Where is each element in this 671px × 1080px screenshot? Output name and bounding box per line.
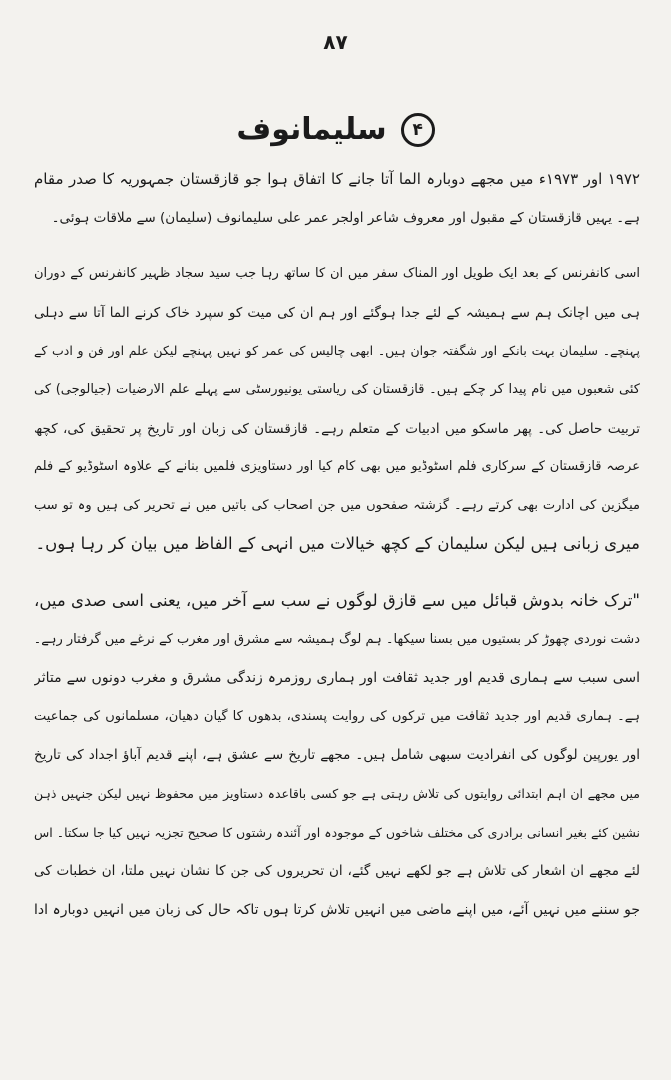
paragraph-gap bbox=[34, 237, 640, 255]
text-line: عرصہ قازقستان کے سرکاری فلم اسٹوڈیو میں بھی کام کیا اور دستاویزی فلمیں بنانے کے علاوہ اسٹوڈیو کے فلم bbox=[34, 459, 640, 475]
chapter-number-circle: ۴ bbox=[401, 113, 435, 147]
text-line: دشت نوردی چھوڑ کر بستیوں میں بسنا سیکھا۔ ہم لوگ ہمیشہ سے مشرق اور مغرب کے نرغے میں گرفتار رہے۔ bbox=[34, 631, 640, 647]
text-line: لئے مجھے ان اشعار کی تلاش ہے جو لکھے نہیں گئے، ان تحریروں کی جن کا نشان نہیں ملتا، ان خطبات کی bbox=[34, 863, 640, 880]
text-line: کئی شعبوں میں نام پیدا کر چکے ہیں۔ قازقستان کی ریاستی یونیورسٹی سے پہلے علم الارضیات (جیالوجی) کی bbox=[34, 381, 640, 397]
text-line: جو سننے میں نہیں آئے، میں اپنے ماضی میں انہیں تلاش کرتا ہوں تاکہ حال کی زبان میں انہیں دوبارہ ادا bbox=[34, 901, 640, 918]
text-line: تربیت حاصل کی۔ پھر ماسکو میں ادبیات کے متعلم رہے۔ قازقستان کی زبان اور تاریخ پر تحقیق کی، کچھ bbox=[34, 420, 640, 437]
text-line: ۱۹۷۲ اور ۱۹۷۳ء میں مجھے دوبارہ الما آتا جانے کا اتفاق ہوا جو قازقستان جمہوریہ کا صدر مقام bbox=[34, 170, 640, 188]
text-line: ہی میں اچانک ہم سے ہمیشہ کے لئے جدا ہوگئے اور ہم ان کی میت کو سپرد خاک کرنے الما آتا سے دہلی bbox=[34, 304, 640, 321]
page-number: ۸۷ bbox=[323, 30, 348, 54]
text-line: اور یورپین لوگوں کی انفرادیت سبھی شامل ہیں۔ مجھے تاریخ سے عشق ہے، اپنے قدیم آباؤ اجداد کی تاریخ bbox=[34, 747, 640, 764]
text-line: پہنچے۔ سلیمان بہت بانکے اور شگفتہ جوان ہیں۔ ابھی چالیس کی عمر کو نہیں پہنچے لیکن علم اور فن و ادب کے bbox=[34, 343, 640, 359]
paragraph-gap bbox=[34, 564, 640, 582]
text-line: اسی سبب سے ہماری قدیم اور جدید ثقافت اور ہماری روزمرہ زندگی مشرق و مغرب دونوں سے متاثر bbox=[34, 670, 640, 687]
chapter-heading bbox=[0, 112, 671, 147]
text-line: میگزین کی ادارت بھی کرتے رہے۔ گزشتہ صفحوں میں جن اصحاب کی باتیں میں نے تحریر کی ہیں وہ تو سب bbox=[34, 497, 640, 513]
text-line: "ترک خانہ بدوش قبائل میں سے قازق لوگوں نے سب سے آخر میں، یعنی اسی صدی میں، bbox=[34, 590, 640, 610]
text-line: میں مجھے ان اہم ابتدائی روایتوں کی تلاش رہتی ہے جو کسی باقاعدہ دستاویز میں محفوظ نہیں لیکن جنہیں ذہن bbox=[34, 785, 640, 801]
chapter-title: سلیمانوف bbox=[236, 112, 387, 147]
text-line: اسی کانفرنس کے بعد ایک طویل اور المناک سفر میں ان کا ساتھ رہا جب سید سجاد ظہیر کانفرنس کے دوران bbox=[34, 266, 640, 282]
text-line: ہے۔ یہیں قازقستان کے مقبول اور معروف شاعر اولجر عمر علی سلیمانوف (سلیمان) سے ملاقات ہوئی۔ bbox=[51, 209, 640, 226]
text-line: نشین کئے بغیر انسانی برادری کی مختلف شاخوں کے موجودہ اور آئندہ رشتوں کا صحیح تجزیہ نہیں کیا جا سکتا۔ اس bbox=[34, 824, 640, 840]
body-text bbox=[34, 160, 640, 929]
text-line: میری زبانی ہیں لیکن سلیمان کے کچھ خیالات میں انہی کے الفاظ میں بیان کر رہا ہوں۔ bbox=[35, 534, 640, 554]
text-line: ہے۔ ہماری قدیم اور جدید ثقافت میں ترکوں کی روایت پسندی، بدھوں کا گیان دھیان، مسلمانوں کی جماعیت bbox=[34, 708, 640, 724]
